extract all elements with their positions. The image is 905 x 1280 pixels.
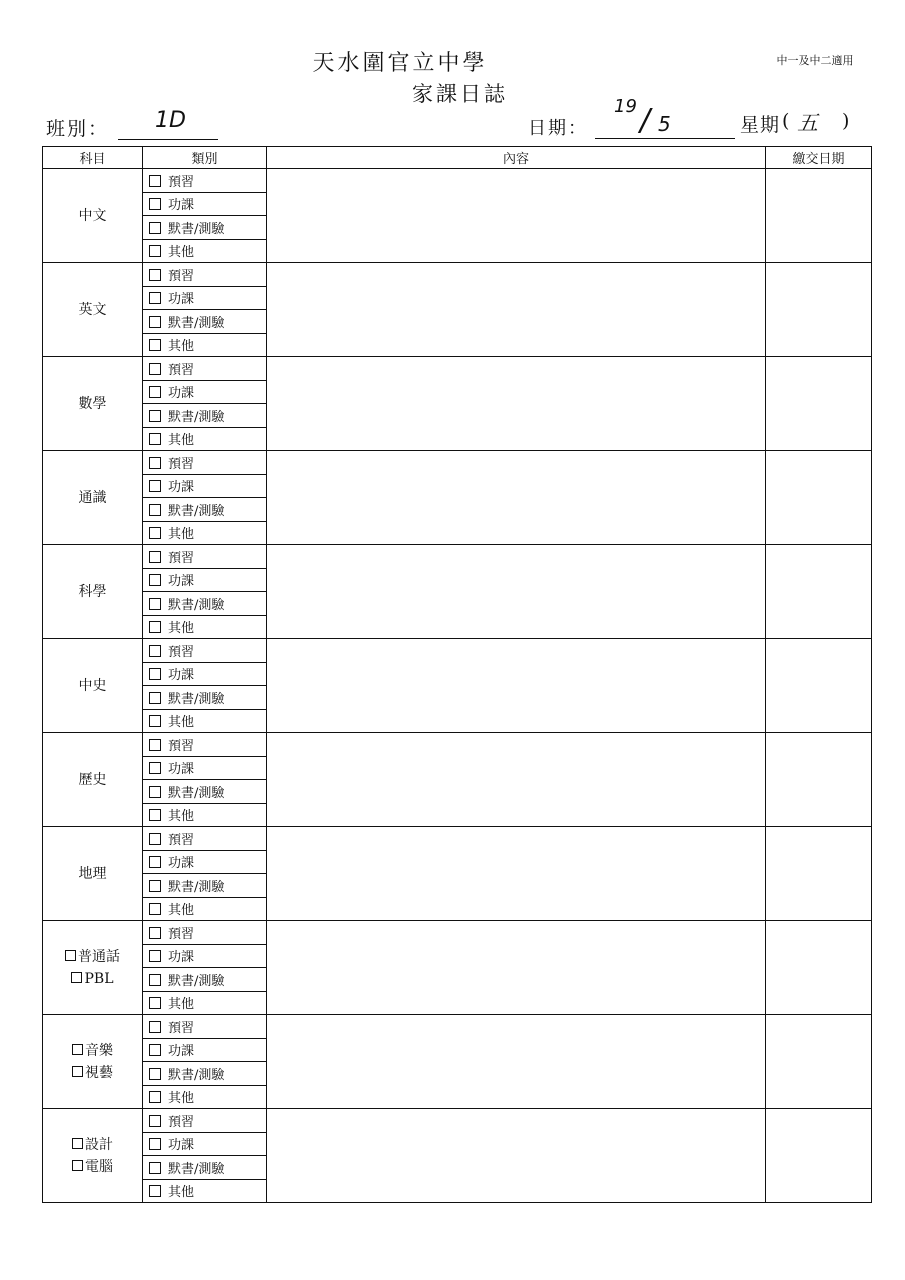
due-date-cell[interactable] [766, 263, 872, 357]
homework-table [42, 146, 872, 1203]
subject-option-label: 普通話 [78, 948, 120, 965]
category-label: 預習 [168, 550, 195, 566]
category-label: 功課 [168, 292, 195, 308]
category-cell[interactable] [143, 874, 267, 898]
category-label: 默書/測驗 [168, 879, 225, 895]
table-row [43, 733, 872, 757]
checkbox-icon[interactable] [72, 1160, 83, 1171]
category-label: 其他 [168, 997, 195, 1013]
subject-option-label: 視藝 [85, 1064, 113, 1081]
due-date-cell[interactable] [766, 827, 872, 921]
class-label: 班別： [46, 118, 110, 140]
checkbox-icon[interactable] [149, 363, 161, 375]
category-label: 其他 [168, 245, 195, 261]
table-row [43, 451, 872, 475]
checkbox-icon[interactable] [149, 386, 161, 398]
category-label: 其他 [168, 715, 195, 731]
checkbox-icon[interactable] [149, 880, 161, 892]
due-date-cell[interactable] [766, 639, 872, 733]
checkbox-icon[interactable] [149, 809, 161, 821]
date-day-value[interactable]: 19 [614, 96, 637, 117]
checkbox-icon[interactable] [149, 245, 161, 257]
content-cell[interactable] [267, 357, 766, 451]
category-cell[interactable] [143, 733, 267, 757]
checkbox-icon[interactable] [149, 739, 161, 751]
category-cell[interactable] [143, 404, 267, 428]
subject-option-label: PBL [84, 970, 114, 987]
subject-name: 歷史 [78, 771, 107, 788]
category-label: 默書/測驗 [168, 503, 225, 519]
category-cell[interactable] [143, 780, 267, 804]
checkbox-icon[interactable] [149, 339, 161, 351]
content-cell[interactable] [267, 639, 766, 733]
category-label: 功課 [168, 856, 195, 872]
category-label: 默書/測驗 [168, 973, 225, 989]
category-cell[interactable] [143, 357, 267, 381]
checkbox-icon[interactable] [149, 645, 161, 657]
category-label: 預習 [168, 1020, 195, 1036]
category-label: 默書/測驗 [168, 597, 225, 613]
date-label: 日期： [528, 118, 588, 139]
due-date-cell[interactable] [766, 545, 872, 639]
category-cell[interactable] [143, 474, 267, 498]
content-cell[interactable] [267, 263, 766, 357]
header-category: 類別 [143, 147, 267, 169]
content-cell[interactable] [267, 545, 766, 639]
category-cell[interactable] [143, 1085, 267, 1109]
subject-option-label: 音樂 [85, 1042, 113, 1059]
school-name: 天水圍官立中學 [312, 51, 488, 76]
checkbox-icon[interactable] [149, 1162, 161, 1174]
category-cell[interactable] [143, 991, 267, 1015]
due-date-cell[interactable] [766, 1015, 872, 1109]
category-label: 功課 [168, 668, 195, 684]
header-due-date: 繳交日期 [766, 147, 872, 169]
table-row [43, 921, 872, 945]
category-cell[interactable] [143, 216, 267, 240]
due-date-cell[interactable] [766, 169, 872, 263]
category-cell[interactable] [143, 709, 267, 733]
category-cell[interactable] [143, 286, 267, 310]
category-cell[interactable] [143, 521, 267, 545]
checkbox-icon[interactable] [149, 480, 161, 492]
category-cell[interactable] [143, 827, 267, 851]
subject-option[interactable] [43, 1062, 142, 1084]
subject-name: 科學 [78, 583, 107, 600]
table-row [43, 357, 872, 381]
category-cell[interactable] [143, 968, 267, 992]
due-date-cell[interactable] [766, 451, 872, 545]
category-label: 默書/測驗 [168, 1161, 225, 1177]
due-date-cell[interactable] [766, 921, 872, 1015]
header-content: 內容 [267, 147, 766, 169]
checkbox-icon[interactable] [72, 1066, 83, 1077]
category-label: 默書/測驗 [168, 221, 225, 237]
checkbox-icon[interactable] [72, 1138, 83, 1149]
checkbox-icon[interactable] [149, 927, 161, 939]
content-cell[interactable] [267, 921, 766, 1015]
category-label: 默書/測驗 [168, 1067, 225, 1083]
checkbox-icon[interactable] [149, 786, 161, 798]
category-label: 功課 [168, 762, 195, 778]
category-cell[interactable] [143, 333, 267, 357]
checkbox-icon[interactable] [149, 974, 161, 986]
checkbox-icon[interactable] [72, 1044, 83, 1055]
subject-option-cell[interactable] [43, 1015, 143, 1109]
header-subject: 科目 [43, 147, 143, 169]
weekday-label: 星期 [740, 114, 781, 136]
subject-cell [43, 263, 143, 357]
table-row [43, 827, 872, 851]
subject-option-label: 設計 [85, 1136, 113, 1153]
category-cell[interactable] [143, 545, 267, 569]
category-cell[interactable] [143, 897, 267, 921]
category-cell[interactable] [143, 1109, 267, 1133]
checkbox-icon[interactable] [149, 316, 161, 328]
category-cell[interactable] [143, 1015, 267, 1039]
table-body [43, 169, 872, 1203]
category-label: 預習 [168, 738, 195, 754]
category-cell[interactable] [143, 427, 267, 451]
checkbox-icon[interactable] [149, 1068, 161, 1080]
class-field-line [118, 139, 218, 140]
category-label: 預習 [168, 362, 195, 378]
subject-option[interactable] [43, 968, 142, 990]
category-cell[interactable] [143, 1179, 267, 1203]
category-label: 其他 [168, 903, 195, 919]
checkbox-icon[interactable] [149, 997, 161, 1009]
category-label: 功課 [168, 1138, 195, 1154]
category-label: 預習 [168, 926, 195, 942]
table-row [43, 169, 872, 193]
checkbox-icon[interactable] [149, 1138, 161, 1150]
checkbox-icon[interactable] [149, 598, 161, 610]
content-cell[interactable] [267, 1109, 766, 1203]
subject-cell [43, 545, 143, 639]
category-label: 默書/測驗 [168, 315, 225, 331]
content-cell[interactable] [267, 169, 766, 263]
form-title: 家課日誌 [412, 82, 508, 106]
due-date-cell[interactable] [766, 733, 872, 827]
category-cell[interactable] [143, 192, 267, 216]
weekday-value[interactable]: 五 [797, 111, 818, 135]
content-cell[interactable] [267, 451, 766, 545]
weekday-paren-close: ) [842, 110, 850, 132]
subject-cell [43, 827, 143, 921]
category-label: 默書/測驗 [168, 691, 225, 707]
category-label: 功課 [168, 386, 195, 402]
checkbox-icon[interactable] [149, 1044, 161, 1056]
table-row [43, 263, 872, 287]
category-label: 功課 [168, 574, 195, 590]
subject-option-cell[interactable] [43, 1109, 143, 1203]
category-label: 預習 [168, 1114, 195, 1130]
checkbox-icon[interactable] [149, 292, 161, 304]
category-label: 預習 [168, 174, 195, 190]
checkbox-icon[interactable] [149, 574, 161, 586]
category-label: 功課 [168, 480, 195, 496]
category-label: 其他 [168, 527, 195, 543]
category-label: 預習 [168, 644, 195, 660]
subject-name: 中史 [78, 677, 107, 694]
subject-option-label: 電腦 [85, 1158, 113, 1175]
due-date-cell[interactable] [766, 1109, 872, 1203]
weekday-paren-open: ( [782, 110, 790, 132]
category-cell[interactable] [143, 310, 267, 334]
due-date-cell[interactable] [766, 357, 872, 451]
subject-name: 英文 [78, 301, 107, 318]
checkbox-icon[interactable] [149, 222, 161, 234]
category-cell[interactable] [143, 451, 267, 475]
checkbox-icon[interactable] [149, 410, 161, 422]
checkbox-icon[interactable] [149, 457, 161, 469]
category-label: 其他 [168, 809, 195, 825]
category-cell[interactable] [143, 1038, 267, 1062]
content-cell[interactable] [267, 827, 766, 921]
category-cell[interactable] [143, 498, 267, 522]
subject-cell [43, 357, 143, 451]
category-cell[interactable] [143, 615, 267, 639]
category-cell[interactable] [143, 1062, 267, 1086]
checkbox-icon[interactable] [149, 1091, 161, 1103]
category-label: 預習 [168, 268, 195, 284]
subject-option[interactable] [43, 1134, 142, 1156]
category-label: 其他 [168, 433, 195, 449]
category-label: 預習 [168, 832, 195, 848]
category-label: 功課 [168, 198, 195, 214]
category-cell[interactable] [143, 169, 267, 193]
category-cell[interactable] [143, 944, 267, 968]
category-cell[interactable] [143, 263, 267, 287]
checkbox-icon[interactable] [149, 433, 161, 445]
table-row [43, 639, 872, 663]
subject-cell [43, 169, 143, 263]
checkbox-icon[interactable] [149, 833, 161, 845]
category-cell[interactable] [143, 380, 267, 404]
subject-name: 數學 [78, 395, 107, 412]
subject-name: 地理 [78, 865, 107, 882]
checkbox-icon[interactable] [65, 950, 76, 961]
date-field-line [595, 138, 735, 139]
checkbox-icon[interactable] [149, 668, 161, 680]
checkbox-icon[interactable] [71, 972, 82, 983]
checkbox-icon[interactable] [149, 903, 161, 915]
subject-name: 通識 [78, 489, 107, 506]
subject-option[interactable] [43, 1040, 142, 1062]
category-cell[interactable] [143, 1132, 267, 1156]
checkbox-icon[interactable] [149, 1115, 161, 1127]
category-label: 其他 [168, 1185, 195, 1201]
checkbox-icon[interactable] [149, 715, 161, 727]
category-cell[interactable] [143, 921, 267, 945]
subject-cell [43, 733, 143, 827]
table-header-row [43, 147, 872, 169]
category-cell[interactable] [143, 239, 267, 263]
table-row [43, 545, 872, 569]
date-slash: / [640, 103, 651, 138]
table-row [43, 1109, 872, 1133]
category-cell[interactable] [143, 662, 267, 686]
checkbox-icon[interactable] [149, 762, 161, 774]
checkbox-icon[interactable] [149, 269, 161, 281]
subject-option[interactable] [43, 1156, 142, 1178]
category-label: 其他 [168, 621, 195, 637]
category-label: 默書/測驗 [168, 409, 225, 425]
category-cell[interactable] [143, 568, 267, 592]
subject-option-cell[interactable] [43, 921, 143, 1015]
subject-cell [43, 639, 143, 733]
checkbox-icon[interactable] [149, 692, 161, 704]
category-cell[interactable] [143, 592, 267, 616]
subject-name: 中文 [78, 207, 107, 224]
content-cell[interactable] [267, 1015, 766, 1109]
category-cell[interactable] [143, 1156, 267, 1180]
category-cell[interactable] [143, 756, 267, 780]
date-month-value[interactable]: 5 [658, 112, 671, 136]
checkbox-icon[interactable] [149, 527, 161, 539]
checkbox-icon[interactable] [149, 1185, 161, 1197]
checkbox-icon[interactable] [149, 621, 161, 633]
content-cell[interactable] [267, 733, 766, 827]
category-cell[interactable] [143, 850, 267, 874]
checkbox-icon[interactable] [149, 950, 161, 962]
subject-cell [43, 451, 143, 545]
category-label: 默書/測驗 [168, 785, 225, 801]
category-label: 其他 [168, 1091, 195, 1107]
applicability-note: 中一及中二適用 [776, 54, 854, 67]
table-row [43, 1015, 872, 1039]
checkbox-icon[interactable] [149, 175, 161, 187]
checkbox-icon[interactable] [149, 856, 161, 868]
subject-option[interactable] [43, 946, 142, 968]
checkbox-icon[interactable] [149, 1021, 161, 1033]
category-cell[interactable] [143, 639, 267, 663]
category-label: 功課 [168, 950, 195, 966]
category-label: 預習 [168, 456, 195, 472]
checkbox-icon[interactable] [149, 198, 161, 210]
checkbox-icon[interactable] [149, 504, 161, 516]
category-label: 功課 [168, 1044, 195, 1060]
category-cell[interactable] [143, 686, 267, 710]
category-label: 其他 [168, 339, 195, 355]
class-value[interactable]: 1D [155, 108, 186, 133]
checkbox-icon[interactable] [149, 551, 161, 563]
category-cell[interactable] [143, 803, 267, 827]
